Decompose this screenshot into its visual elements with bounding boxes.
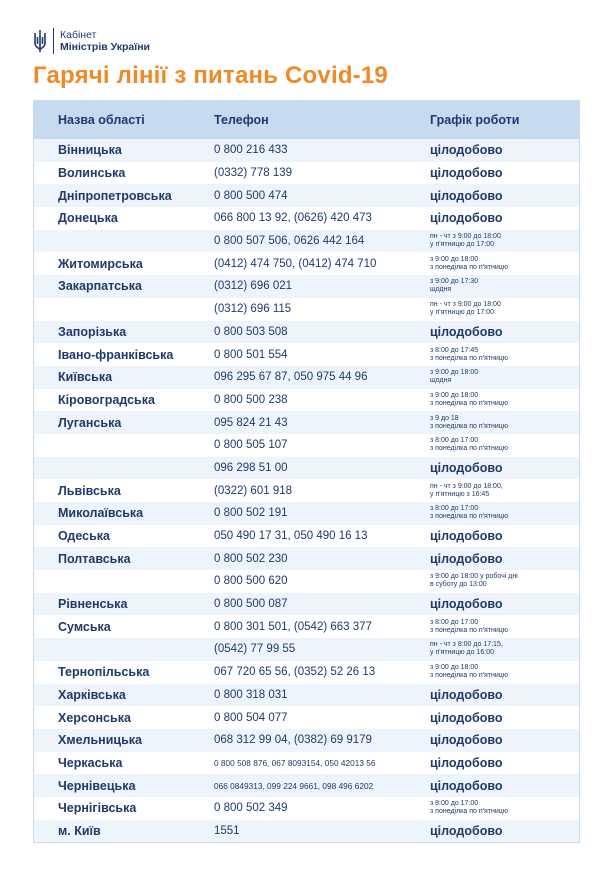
region-cell: Тернопільська (58, 665, 150, 680)
phone-cell: (0312) 696 021 (214, 280, 293, 293)
phone-cell: 066 0849313, 099 224 9661, 098 496 6202 (214, 780, 374, 791)
schedule-cell (408, 369, 579, 385)
table-row (34, 593, 579, 616)
phone-cell: 050 490 17 31, 050 490 16 13 (214, 530, 368, 543)
schedule-line: з 9:00 до 17:30 (430, 278, 479, 286)
phone-cell: 0 800 501 554 (214, 348, 288, 361)
schedule-line: цілодобово (430, 143, 503, 158)
schedule-cell (408, 301, 579, 317)
region-cell: Херсонська (58, 710, 131, 725)
region-cell: Київська (58, 370, 113, 385)
table-row (34, 661, 579, 684)
region-cell: Івано-франківська (58, 347, 174, 362)
phone-cell: 0 800 500 474 (214, 189, 288, 202)
table-row (34, 389, 579, 412)
schedule-cell (408, 733, 579, 747)
table-row (34, 570, 579, 593)
table-row (34, 434, 579, 457)
region-cell: Сумська (58, 619, 111, 634)
table-row (34, 298, 579, 321)
schedule-cell (408, 256, 579, 272)
table-row (34, 797, 579, 820)
table-row (34, 502, 579, 525)
schedule-cell (408, 824, 579, 838)
table-row (34, 525, 579, 548)
region-cell: Одеська (58, 529, 110, 544)
schedule-cell (408, 641, 579, 657)
schedule-line: у п'ятницю до 16:00 (430, 649, 494, 657)
region-cell: Луганська (58, 415, 122, 430)
phone-cell: (0412) 474 750, (0412) 474 710 (214, 257, 377, 270)
schedule-line: з понеділка по п'ятницю (430, 808, 509, 816)
schedule-cell (408, 461, 579, 475)
schedule-cell (408, 529, 579, 543)
schedule-line: з 9:00 до 18:00 (430, 255, 479, 263)
schedule-line: щодня (430, 377, 452, 385)
schedule-cell (408, 189, 579, 203)
schedule-line: з понеділка по п'ятницю (430, 354, 509, 362)
schedule-line: пн - чт з 9:00 до 18:00 (430, 301, 501, 309)
schedule-cell (408, 505, 579, 521)
trident-icon (33, 29, 47, 53)
schedule-line: щодня (430, 286, 452, 294)
column-header-region: Назва області (58, 113, 145, 127)
schedule-cell (408, 597, 579, 611)
table-row (34, 547, 579, 570)
table-row (34, 252, 579, 275)
phone-cell: 068 312 99 04, (0382) 69 9179 (214, 734, 372, 747)
table-row (34, 820, 579, 843)
region-cell: Чернівецька (58, 778, 136, 793)
phone-cell: 096 298 51 00 (214, 461, 288, 474)
schedule-line: з 9:00 до 18:00 у робочі дні (430, 573, 518, 581)
phone-cell: 0 800 500 620 (214, 575, 288, 588)
schedule-cell (408, 325, 579, 339)
region-cell: Донецька (58, 211, 118, 226)
schedule-cell (408, 779, 579, 793)
org-line-2: Міністрів України (60, 41, 150, 53)
page-title: Гарячі лінії з питань Covid-19 (33, 62, 388, 89)
region-cell: м. Київ (58, 823, 101, 838)
region-cell: Житомирська (58, 256, 143, 271)
table-row (34, 207, 579, 230)
region-cell: Кіровоградська (58, 392, 155, 407)
table-row (34, 638, 579, 661)
phone-cell: 0 800 318 031 (214, 688, 288, 701)
schedule-cell (408, 278, 579, 294)
table-row (34, 230, 579, 253)
header (33, 26, 150, 56)
region-cell: Запорізька (58, 324, 127, 339)
table-row (34, 774, 579, 797)
schedule-line: цілодобово (430, 188, 503, 203)
schedule-cell (408, 143, 579, 157)
schedule-line: з 8:00 до 17:00 (430, 505, 479, 513)
phone-cell: 0 800 508 876, 067 8093154, 050 42013 56 (214, 757, 376, 768)
phone-cell: 0 800 216 433 (214, 144, 288, 157)
region-cell: Хмельницька (58, 733, 142, 748)
schedule-cell (408, 756, 579, 770)
phone-cell: (0332) 778 139 (214, 167, 293, 180)
phone-cell: 0 800 301 501, (0542) 663 377 (214, 620, 372, 633)
table-header (34, 101, 579, 139)
schedule-cell (408, 800, 579, 816)
schedule-line: цілодобово (430, 529, 503, 544)
schedule-line: з понеділка по п'ятницю (430, 263, 509, 271)
table-row (34, 139, 579, 162)
table-row (34, 752, 579, 775)
schedule-cell (408, 233, 579, 249)
region-cell: Вінницька (58, 143, 122, 158)
region-cell: Чернігівська (58, 801, 137, 816)
schedule-line: з 9 до 18 (430, 414, 459, 422)
table-row (34, 184, 579, 207)
phone-cell: 0 800 507 506, 0626 442 164 (214, 235, 365, 248)
schedule-cell (408, 552, 579, 566)
phone-cell: 0 800 502 349 (214, 802, 288, 815)
column-header-schedule: Графік роботи (430, 113, 520, 127)
schedule-line: цілодобово (430, 551, 503, 566)
schedule-line: цілодобово (430, 710, 503, 725)
table-row (34, 162, 579, 185)
phone-cell: 0 800 500 238 (214, 393, 288, 406)
column-header-phone: Телефон (214, 113, 269, 127)
phone-cell: 066 800 13 92, (0626) 420 473 (214, 212, 372, 225)
schedule-line: з 8:00 до 17:45 (430, 346, 479, 354)
region-cell: Черкаська (58, 755, 123, 770)
phone-cell: 1551 (214, 824, 240, 837)
org-name (60, 29, 150, 53)
table-row (34, 684, 579, 707)
schedule-line: з понеділка по п'ятницю (430, 445, 509, 453)
schedule-line: з 8:00 до 17:00 (430, 618, 479, 626)
schedule-line: цілодобово (430, 755, 503, 770)
phone-cell: 067 720 65 56, (0352) 52 26 13 (214, 666, 376, 679)
phone-cell: 0 800 504 077 (214, 711, 288, 724)
table-row (34, 479, 579, 502)
schedule-line: цілодобово (430, 733, 503, 748)
table-row (34, 457, 579, 480)
schedule-cell (408, 573, 579, 589)
schedule-line: з понеділка по п'ятницю (430, 513, 509, 521)
schedule-line: у п'ятницю до 17:00 (430, 241, 494, 249)
schedule-line: з понеділка по п'ятницю (430, 422, 509, 430)
schedule-cell (408, 211, 579, 225)
table-row (34, 411, 579, 434)
phone-cell: 0 800 503 508 (214, 325, 288, 338)
schedule-cell (408, 415, 579, 431)
phone-cell: 0 800 500 087 (214, 598, 288, 611)
schedule-line: цілодобово (430, 823, 503, 838)
table-body (34, 139, 579, 842)
table-row (34, 706, 579, 729)
schedule-line: цілодобово (430, 687, 503, 702)
phone-cell: 0 800 505 107 (214, 439, 288, 452)
schedule-line: з понеділка по п'ятницю (430, 399, 509, 407)
schedule-line: з 8:00 до 17:00 (430, 437, 479, 445)
phone-cell: (0312) 696 115 (214, 303, 292, 316)
phone-cell: 095 824 21 43 (214, 416, 288, 429)
schedule-line: у п'ятницю до 17:00 (430, 309, 494, 317)
schedule-cell (408, 166, 579, 180)
table-row (34, 366, 579, 389)
region-cell: Волинська (58, 166, 126, 181)
region-cell: Львівська (58, 483, 121, 498)
schedule-line: пн - чт з 9:00 до 18:00, (430, 482, 503, 490)
schedule-line: з 9:00 до 18:00 (430, 664, 479, 672)
region-cell: Харківська (58, 687, 126, 702)
org-line-1: Кабінет (60, 29, 97, 41)
phone-cell: (0542) 77 99 55 (214, 643, 296, 656)
region-cell: Рівненська (58, 597, 128, 612)
schedule-line: цілодобово (430, 778, 503, 793)
region-cell: Закарпатська (58, 279, 142, 294)
phone-cell: (0322) 601 918 (214, 484, 293, 497)
hotline-table (33, 100, 580, 843)
header-divider (53, 28, 54, 54)
schedule-cell (408, 619, 579, 635)
schedule-line: цілодобово (430, 324, 503, 339)
schedule-line: в суботу до 13:00 (430, 581, 487, 589)
schedule-line: цілодобово (430, 460, 503, 475)
schedule-line: цілодобово (430, 597, 503, 612)
schedule-line: з 8:00 до 17:00 (430, 800, 479, 808)
schedule-line: з 9:00 до 18:00 (430, 369, 479, 377)
table-row (34, 275, 579, 298)
schedule-cell (408, 483, 579, 499)
schedule-line: з 9:00 до 18:00 (430, 391, 479, 399)
schedule-line: цілодобово (430, 211, 503, 226)
region-cell: Миколаївська (58, 506, 144, 521)
schedule-line: пн - чт з 8:00 до 17:15, (430, 641, 503, 649)
schedule-line: цілодобово (430, 166, 503, 181)
schedule-cell (408, 437, 579, 453)
schedule-cell (408, 664, 579, 680)
schedule-line: у п'ятницю з 16:45 (430, 490, 490, 498)
region-cell: Дніпропетровська (58, 188, 172, 203)
phone-cell: 0 800 502 230 (214, 552, 288, 565)
schedule-cell (408, 347, 579, 363)
table-row (34, 321, 579, 344)
table-row (34, 729, 579, 752)
schedule-line: з понеділка по п'ятницю (430, 672, 509, 680)
phone-cell: 0 800 502 191 (214, 507, 288, 520)
region-cell: Полтавська (58, 551, 131, 566)
phone-cell: 096 295 67 87, 050 975 44 96 (214, 371, 368, 384)
schedule-cell (408, 688, 579, 702)
schedule-cell (408, 711, 579, 725)
table-row (34, 343, 579, 366)
table-row (34, 615, 579, 638)
schedule-line: з понеділка по п'ятницю (430, 626, 509, 634)
schedule-cell (408, 392, 579, 408)
schedule-line: пн - чт з 9:00 до 18:00 (430, 233, 501, 241)
